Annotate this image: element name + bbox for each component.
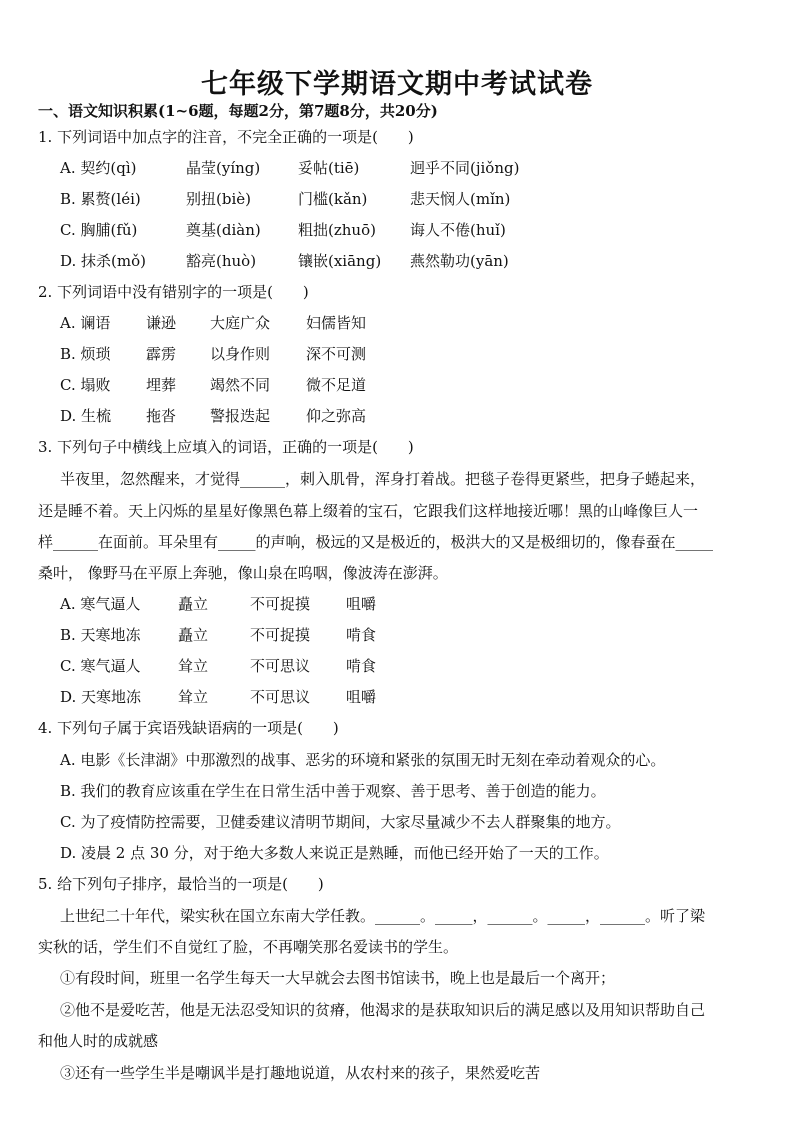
option-text: A. 谰语 [60, 314, 111, 332]
option-text: C. 胸脯(fǔ) [60, 221, 138, 239]
question-5-item: ②他不是爱吃苦，他是无法忍受知识的贫瘠，他渴求的是获取知识后的满足感以及用知识帮助自己 [60, 1001, 706, 1019]
question-5-passage-line: 实秋的话，学生们不自觉红了脸，不再嘲笑那名爱读书的学生。 [38, 938, 459, 956]
option-text: D. 天寒地冻 [60, 688, 142, 706]
option-text: 矗立 [178, 626, 209, 644]
option-text: B. 累赘(léi) [60, 190, 141, 208]
question-3-stem: 3. 下列句子中横线上应填入的词语，正确的一项是( ) [38, 438, 414, 456]
question-4-option-d: D. 凌晨 2 点 30 分，对于绝大多数人来说正是熟睡，而他已经开始了一天的工作。 [60, 844, 609, 862]
option-text: 耸立 [178, 657, 209, 675]
option-text: 竭然不同 [210, 376, 271, 394]
question-3-passage-line: 还是睡不着。天上闪烁的星星好像黑色幕上缀着的宝石，它跟我们这样地接近哪！黑的山峰像巨人一 [38, 502, 699, 520]
option-text: 不可捉摸 [250, 626, 311, 644]
option-text: 以身作则 [210, 345, 271, 363]
option-text: 不可思议 [250, 688, 311, 706]
option-text: 不可捉摸 [250, 595, 311, 613]
option-text: 奠基(diàn) [186, 221, 261, 239]
option-text: B. 天寒地冻 [60, 626, 141, 644]
option-text: 霹雳 [146, 345, 177, 363]
section-heading: 一、语文知识积累(1~6题，每题2分，第7题8分，共20分) [38, 102, 438, 120]
option-text: B. 烦琐 [60, 345, 111, 363]
option-text: A. 寒气逼人 [60, 595, 141, 613]
option-text: 深不可测 [306, 345, 367, 363]
option-text: 拖沓 [146, 407, 177, 425]
option-text: 埋葬 [146, 376, 177, 394]
option-text: 警报迭起 [210, 407, 271, 425]
option-text: 咀嚼 [346, 595, 377, 613]
option-text: 咀嚼 [346, 688, 377, 706]
question-1-stem: 1. 下列词语中加点字的注音，不完全正确的一项是( ) [38, 128, 414, 146]
question-5-item: ③还有一些学生半是嘲讽半是打趣地说道，从农村来的孩子，果然爱吃苦 [60, 1064, 541, 1082]
option-text: 妥帖(tiē) [298, 159, 360, 177]
option-text: C. 塌败 [60, 376, 111, 394]
option-text: 啃食 [346, 626, 377, 644]
question-4-option-b: B. 我们的教育应该重在学生在日常生活中善于观察、善于思考、善于创造的能力。 [60, 782, 606, 800]
option-text: 诲人不倦(huǐ) [410, 221, 506, 239]
question-5-item: ①有段时间，班里一名学生每天一大早就会去图书馆读书，晚上也是最后一个离开； [60, 969, 616, 987]
option-text: A. 契约(qì) [60, 159, 137, 177]
question-5-stem: 5. 给下列句子排序，最恰当的一项是( ) [38, 875, 324, 893]
option-text: 镶嵌(xiāng) [298, 252, 382, 270]
question-3-passage-line: 半夜里，忽然醒来，才觉得______，刺入肌骨，浑身打着战。把毯子卷得更紧些，把身子蜷起来， [60, 470, 706, 488]
option-text: 微不足道 [306, 376, 367, 394]
option-text: D. 生梳 [60, 407, 112, 425]
option-text: 别扭(biè) [186, 190, 251, 208]
option-text: C. 寒气逼人 [60, 657, 141, 675]
option-text: 耸立 [178, 688, 209, 706]
page-title: 七年级下学期语文期中考试试卷 [201, 69, 593, 100]
option-text: 大庭广众 [210, 314, 271, 332]
option-text: 豁亮(huò) [186, 252, 257, 270]
question-4-stem: 4. 下列句子属于宾语残缺语病的一项是( ) [38, 719, 339, 737]
option-text: 燕然勒功(yān) [410, 252, 509, 270]
question-5-item-continuation: 和他人时的成就感 [38, 1032, 159, 1050]
option-text: 悲天悯人(mǐn) [410, 190, 511, 208]
option-text: 粗拙(zhuō) [298, 221, 376, 239]
question-4-option-c: C. 为了疫情防控需要，卫健委建议清明节期间，大家尽量减少不去人群聚集的地方。 [60, 813, 621, 831]
option-text: 晶莹(yíng) [186, 159, 261, 177]
option-text: 门槛(kǎn) [298, 190, 368, 208]
option-text: 妇儒皆知 [306, 314, 367, 332]
option-text: 啃食 [346, 657, 377, 675]
option-text: 不可思议 [250, 657, 311, 675]
option-text: 迥乎不同(jiǒng) [410, 159, 520, 177]
question-3-passage-line: 桑叶， 像野马在平原上奔驰，像山泉在呜咽，像波涛在澎湃。 [38, 564, 448, 582]
question-4-option-a: A. 电影《长津湖》中那激烈的战事、恶劣的环境和紧张的氛围无时无刻在牵动着观众的心。 [60, 751, 666, 769]
option-text: 矗立 [178, 595, 209, 613]
option-text: 谦逊 [146, 314, 177, 332]
option-text: 仰之弥高 [306, 407, 367, 425]
question-5-passage-line: 上世纪二十年代，梁实秋在国立东南大学任教。______。_____，______。_____，______。听了梁 [60, 907, 706, 925]
question-2-stem: 2. 下列词语中没有错别字的一项是( ) [38, 283, 309, 301]
question-3-passage-line: 样______在面前。耳朵里有_____的声响，极远的又是极近的，极洪大的又是极细切的，像春蚕在_____ [38, 533, 714, 551]
option-text: D. 抹杀(mǒ) [60, 252, 146, 270]
